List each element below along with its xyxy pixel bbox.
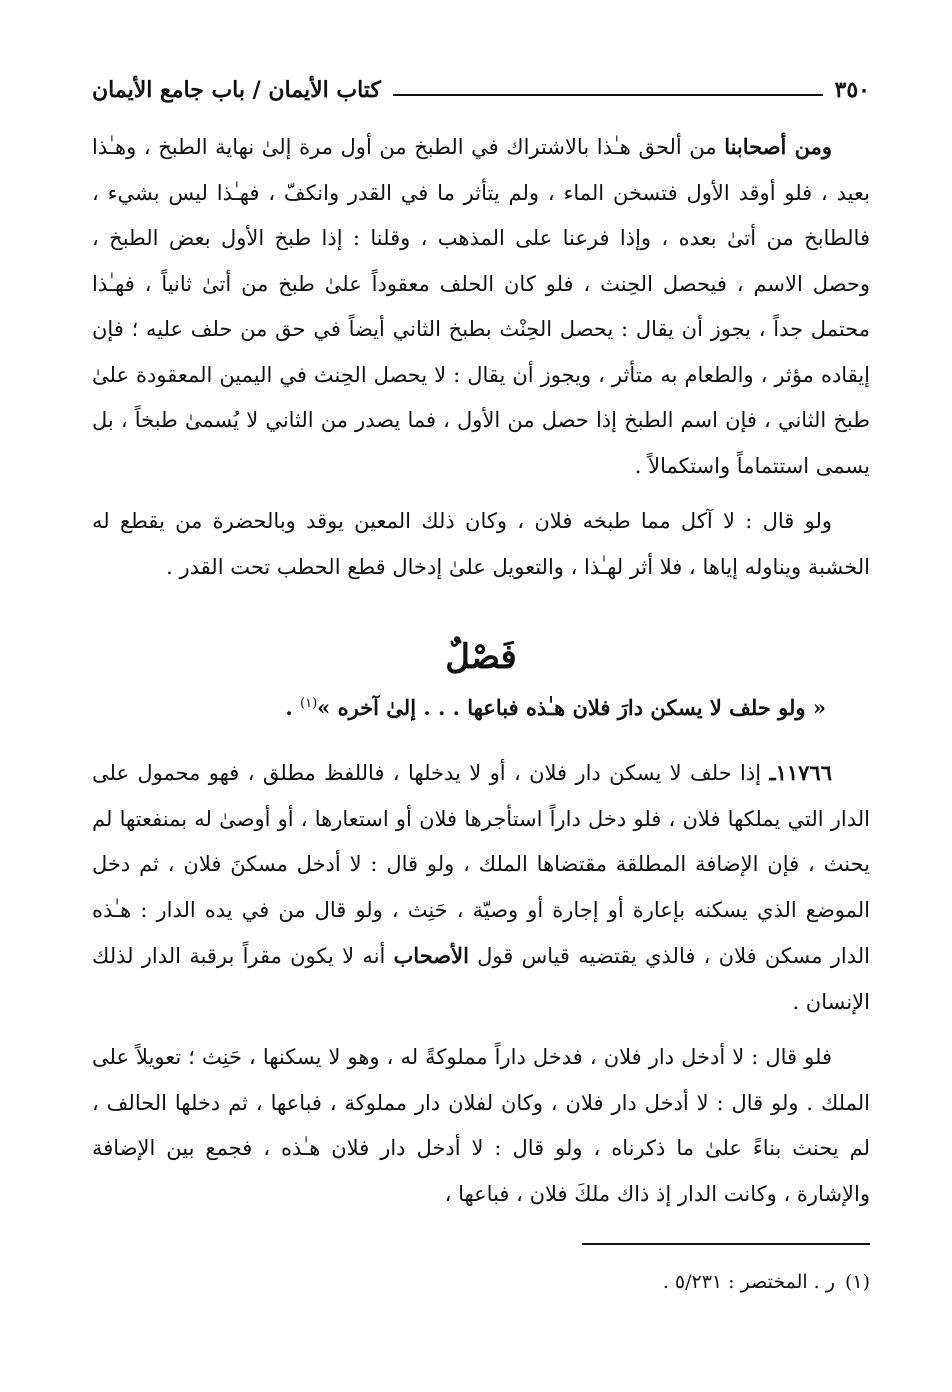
section-heading-fasl: فَصْلٌ bbox=[445, 637, 517, 677]
section-quote bbox=[92, 684, 870, 728]
paragraph-4 bbox=[92, 1035, 870, 1217]
paragraph-3 bbox=[92, 750, 870, 1025]
footnote-text: ر . المختصر : ٥/٢٣١ . bbox=[662, 1271, 835, 1293]
footnote-ref: (١) bbox=[300, 696, 318, 711]
main-text-top bbox=[92, 124, 870, 590]
paragraph-1-lead: ومن أصحابنا bbox=[724, 134, 832, 159]
page-number: ٣٥٠ bbox=[834, 77, 870, 103]
running-title: كتاب الأيمان / باب جامع الأيمان bbox=[92, 77, 381, 103]
paragraph-3-text: إذا حلف لا يسكن دار فلان ، أو لا يدخلها ، فاللفظ مطلق ، فهو محمول على الدار التي يملكها فلان ، فلو دخل داراً استأجرها فلان أو استعارها ، أو أوصىٰ له بمنفعتها لم يحنث ، فإن الإضافة المطلقة مقتضاها الملك ، ولو قال : لا أدخل مسكنَ فلان ، ثم دخل الموضع الذي يسكنه بإعارة أو إجارة أو وصيّة ، حَنِث ، ولو قال من في يده الدار : هـٰذه الدار مسكن فلان ، فالذي يقتضيه قياس قول bbox=[92, 761, 870, 968]
section-quote-end: . bbox=[285, 695, 301, 720]
footnote-rule bbox=[582, 1243, 870, 1245]
paragraph-3-text-end: أنه لا يكون مقراً برقبة الدار لذلك الإنسان . bbox=[92, 944, 870, 1014]
paragraph-1 bbox=[92, 124, 870, 489]
section-heading-block bbox=[92, 634, 870, 680]
paragraph-2-text: ولو قال : لا آكل مما طبخه فلان ، وكان ذلك المعين يوقد وبالحضرة من يقطع له الخشبة ويناوله إياها ، فلا أثر لهـٰذا ، والتعويل علىٰ إدخال قطع الحطب تحت القدر . bbox=[92, 509, 870, 579]
paragraph-4-text: فلو قال : لا أدخل دار فلان ، فدخل داراً مملوكةً له ، وهو لا يسكنها ، حَنِث ؛ تعويلاً على الملك . ولو قال : لا أدخل دار فلان ، وكان لفلان دار مملوكة ، فباعها ، ثم دخلها الحالف ، لم يحنث بناءً علىٰ ما ذكرناه ، ولو قال : لا أدخل دار فلان هـٰذه ، فجمع بين الإضافة والإشارة ، وكانت الدار إذ ذاك ملكَ فلان ، فباعها ، bbox=[92, 1045, 870, 1206]
running-header bbox=[92, 70, 870, 110]
paragraph-1-text: من ألحق هـٰذا بالاشتراك في الطبخ من أول مرة إلىٰ نهاية الطبخ ، وهـٰذا بعيد ، فلو أوقد الأول فتسخن الماء ، ولم يتأثر ما في القدر وانكفّ ، فهـٰذا ليس بشيء ، فالطابخ من أتىٰ بعده ، وإذا فرعنا على المذهب ، وقلنا : إذا طبخ الأول بعض الطبخ ، وحصل الاسم ، فيحصل الحِنث ، فلو كان الحلف معقوداً علىٰ طبخ من أتىٰ ثانياً ، فهـٰذا محتمل جداً ، يجوز أن يقال : يحصل الحِنْث بطبخ الثاني أيضاً في حق من حلف عليه ؛ فإن إيقاده مؤثر ، والطعام به متأثر ، ويجوز أن يقال : لا يحصل الحِنث في اليمين المعقودة علىٰ طبخ الثاني ، فإن اسم الطبخ إذا حصل من الأول ، فما يصدر من الثاني لا يُسمىٰ طبخاً ، بل يسمى استتماماً واستكمالاً . bbox=[92, 135, 870, 478]
book-page bbox=[92, 70, 870, 1297]
section-quote-text: « ولو حلف لا يسكن دارَ فلان هـٰذه فباعها . . . إلىٰ آخره » bbox=[317, 695, 826, 720]
footnote bbox=[92, 1267, 870, 1297]
header-rule bbox=[393, 94, 823, 96]
paragraph-3-emphasis: الأصحاب bbox=[393, 943, 469, 968]
main-text-bottom bbox=[92, 750, 870, 1217]
issue-number: ١١٧٦٦ـ bbox=[769, 760, 832, 785]
paragraph-2 bbox=[92, 499, 870, 590]
footnote-mark: (١) bbox=[844, 1271, 870, 1293]
